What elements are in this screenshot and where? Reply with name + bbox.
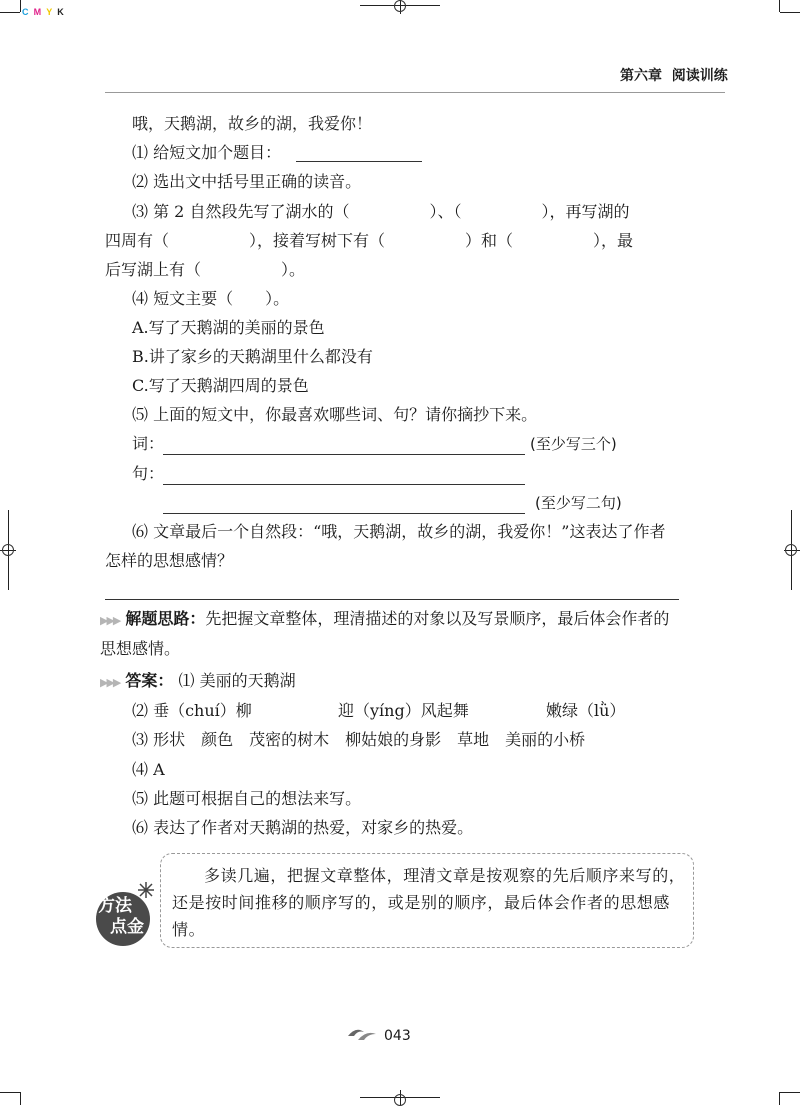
page-number: 043 bbox=[384, 1028, 411, 1044]
cmyk-m: M bbox=[33, 7, 42, 17]
words-label: 词： bbox=[132, 434, 165, 453]
answer-2-part-3: 嫩绿（lǜ） bbox=[546, 701, 626, 720]
question-3-line-2: 四周有（ ），接着写树下有（ ）和（ ），最 bbox=[105, 231, 634, 250]
cmyk-color-marks bbox=[22, 0, 64, 19]
header-chapter: 第六章 bbox=[620, 68, 662, 84]
cmyk-c: C bbox=[22, 7, 29, 17]
question-1: ⑴ 给短文加个题目： bbox=[132, 143, 282, 162]
question-6-line-2: 怎样的思想感情？ bbox=[105, 551, 234, 570]
answers-line-1 bbox=[100, 671, 296, 693]
answers-title: 答案： bbox=[125, 671, 174, 690]
badge-line-1: 方法 bbox=[98, 896, 132, 916]
sentences-blank-2[interactable] bbox=[163, 513, 525, 514]
method-badge bbox=[96, 892, 150, 946]
question-3-line-3: 后写湖上有（ ）。 bbox=[105, 260, 306, 279]
closing-line: 哦，天鹅湖，故乡的湖，我爱你！ bbox=[132, 114, 373, 133]
answer-5: ⑸ 此题可根据自己的想法来写。 bbox=[132, 789, 362, 808]
question-4: ⑷ 短文主要（ ）。 bbox=[132, 289, 290, 308]
solution-tips-line-1 bbox=[100, 609, 669, 631]
header-section: 阅读训练 bbox=[671, 68, 728, 84]
words-blank[interactable] bbox=[163, 454, 525, 455]
answer-4: ⑷ A bbox=[132, 760, 165, 779]
answer-3: ⑶ 形状 颜色 茂密的树木 柳姑娘的身影 草地 美丽的小桥 bbox=[132, 730, 586, 749]
answer-2-part-1: ⑵ 垂（chuí）柳 bbox=[132, 701, 252, 720]
option-c[interactable]: C.写了天鹅湖四周的景色 bbox=[132, 376, 309, 395]
method-tip-text: 多读几遍，把握文章整体，理清文章是按观察的先后顺序来写的，还是按时间推移的顺序写的，或是别的顺序，最后体会作者的思想感情。 bbox=[172, 866, 686, 939]
question-6-line-1: ⑹ 文章最后一个自然段：“哦，天鹅湖，故乡的湖，我爱你！”这表达了作者 bbox=[132, 522, 666, 541]
sentences-note: (至少写二句) bbox=[535, 494, 622, 512]
question-6-blank[interactable] bbox=[105, 599, 679, 600]
page-ornament-icon bbox=[346, 1024, 378, 1044]
question-5: ⑸ 上面的短文中，你最喜欢哪些词、句？请你摘抄下来。 bbox=[132, 405, 538, 424]
sentences-label: 句： bbox=[132, 464, 165, 483]
answer-2-part-2: 迎（yíng）风起舞 bbox=[338, 701, 469, 720]
answer-blank-title[interactable] bbox=[296, 161, 422, 162]
arrow-icon: ▶▶▶ bbox=[100, 676, 120, 689]
tips-title: 解题思路： bbox=[125, 609, 206, 628]
cmyk-k: K bbox=[57, 7, 64, 17]
cmyk-y: Y bbox=[46, 7, 53, 17]
sentences-blank-1[interactable] bbox=[163, 484, 525, 485]
badge-line-2: 点金 bbox=[110, 917, 144, 937]
tips-text-1: 先把握文章整体，理清描述的对象以及写景顺序，最后体会作者的 bbox=[205, 609, 670, 628]
option-a[interactable]: A.写了天鹅湖的美丽的景色 bbox=[132, 318, 325, 337]
page-header bbox=[620, 66, 728, 86]
option-b[interactable]: B.讲了家乡的天鹅湖里什么都没有 bbox=[132, 347, 373, 366]
question-2: ⑵ 选出文中括号里正确的读音。 bbox=[132, 172, 362, 191]
words-note: (至少写三个) bbox=[530, 435, 617, 453]
header-rule bbox=[105, 92, 725, 93]
answer-6: ⑹ 表达了作者对天鹅湖的热爱，对家乡的热爱。 bbox=[132, 818, 474, 837]
sparkle-icon bbox=[136, 880, 156, 900]
arrow-icon: ▶▶▶ bbox=[100, 614, 120, 627]
tips-text-2: 思想感情。 bbox=[100, 639, 181, 658]
question-3-line-1: ⑶ 第 2 自然段先写了湖水的（ ）、（ ），再写湖的 bbox=[132, 202, 630, 221]
answer-1: ⑴ 美丽的天鹅湖 bbox=[178, 671, 296, 690]
